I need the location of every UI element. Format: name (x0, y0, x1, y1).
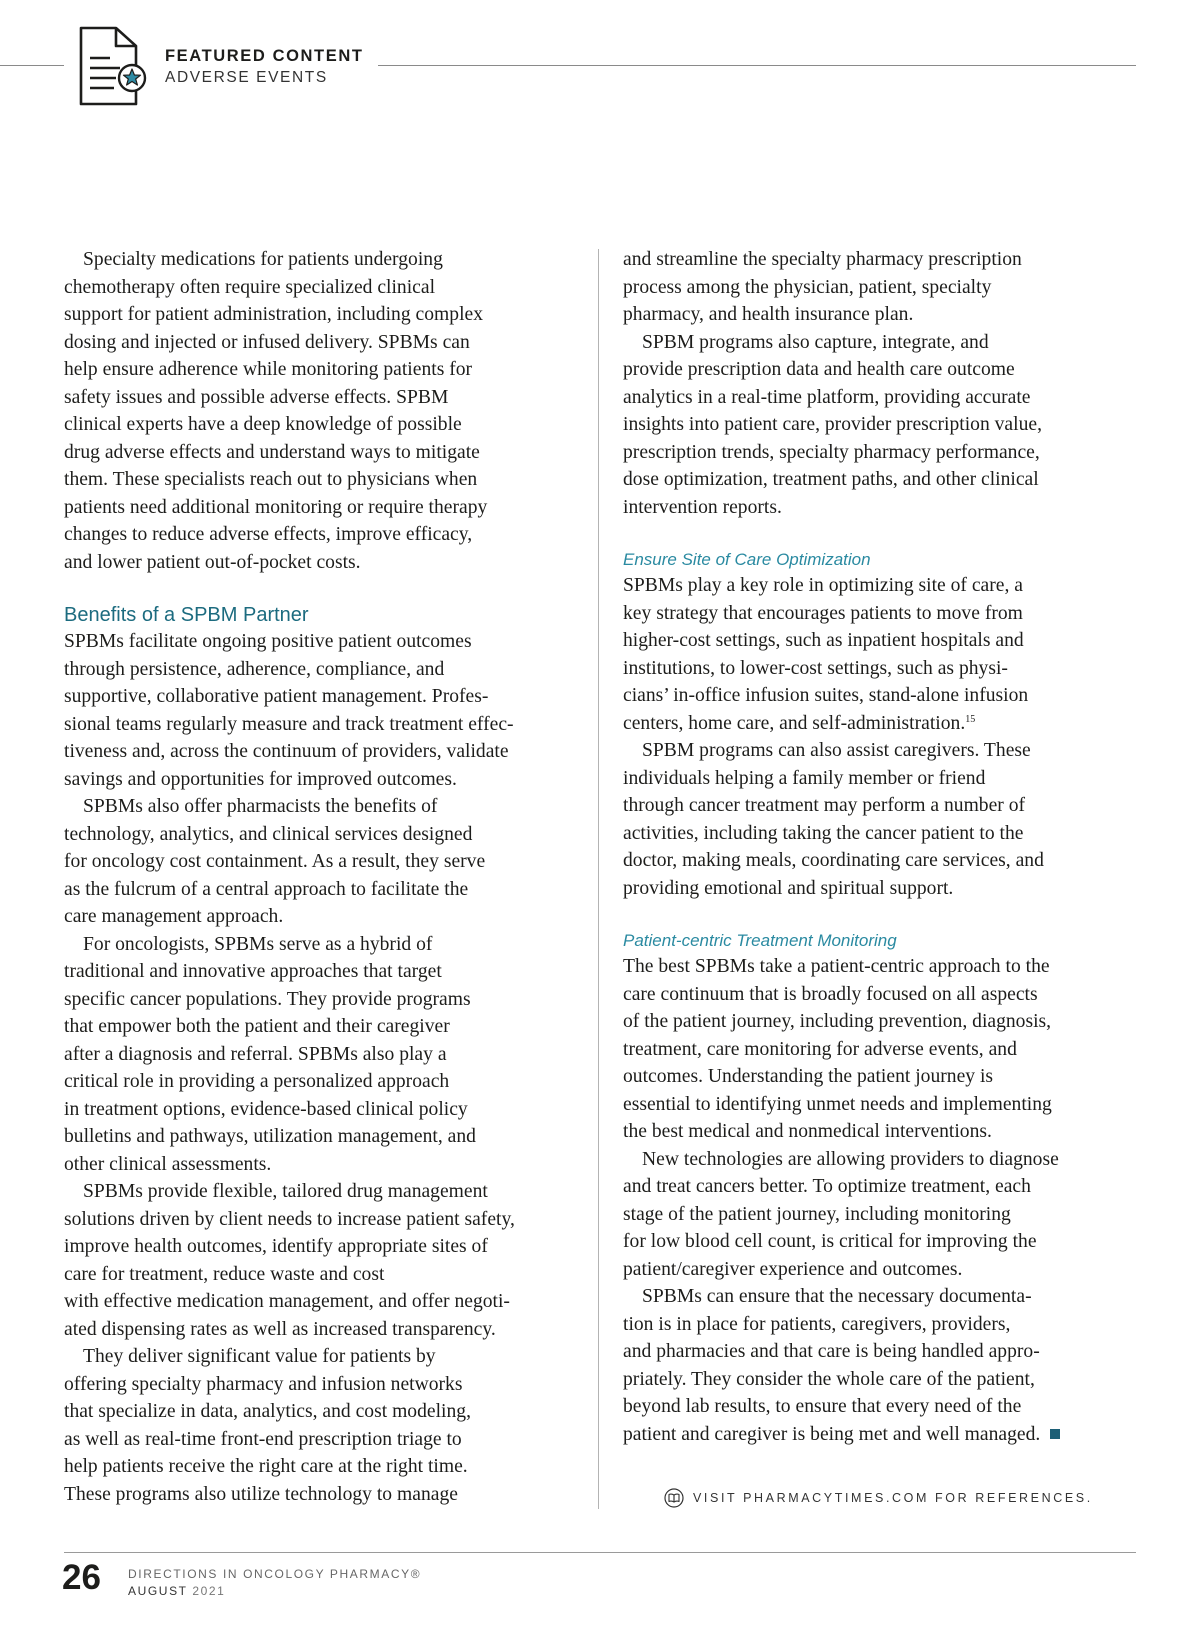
text-line: critical role in providing a personalized approach (64, 1071, 450, 1092)
text-line (623, 710, 1143, 738)
text-line: higher-cost settings, such as inpatient hospitals and (623, 630, 1024, 651)
text-line: technology, analytics, and clinical services designed (64, 823, 473, 845)
text-line: that specialize in data, analytics, and cost modeling, (64, 1401, 471, 1422)
text-line: institutions, to lower-cost settings, such as physi- (623, 657, 1008, 679)
text-line: intervention reports. (623, 496, 782, 518)
text-line: ated dispensing rates as well as increased transparency. (64, 1318, 496, 1340)
text-line: cians’ in-office infusion suites, stand-alone infusion (623, 685, 1029, 706)
header-rule-right (378, 65, 1136, 66)
column-divider (598, 249, 599, 1509)
text-line: doctor, making meals, coordinating care services, and (623, 850, 1044, 871)
caregivers-paragraph (623, 737, 1143, 902)
text-line: insights into patient care, provider prescription value, (623, 414, 1042, 435)
documentation-paragraph (623, 1283, 1143, 1448)
text-line: provide prescription data and health care outcome (623, 359, 1015, 380)
text-line: them. These specialists reach out to physicians when (64, 469, 478, 490)
issue-month: AUGUST (128, 1584, 188, 1598)
issue-date (128, 1584, 225, 1598)
end-mark-icon (1050, 1429, 1060, 1439)
text-line: safety issues and possible adverse effects. SPBM (64, 386, 449, 408)
text-line: and treat cancers better. To optimize treatment, each (623, 1176, 1031, 1197)
text-line: and lower patient out-of-pocket costs. (64, 551, 361, 573)
text-line: Specialty medications for patients undergoing (83, 249, 443, 270)
text-line: care for treatment, reduce waste and cost (64, 1263, 385, 1285)
text-line: SPBMs also offer pharmacists the benefits of (83, 796, 438, 817)
text-line: essential to identifying unmet needs and implementing (623, 1093, 1052, 1115)
text-line: changes to reduce adverse effects, improve efficacy, (64, 524, 473, 545)
text-line: dosing and injected or infused delivery. SPBMs can (64, 331, 470, 353)
text-line: SPBM programs also capture, integrate, and (642, 331, 989, 353)
references-note[interactable] (664, 1488, 1093, 1508)
header-rule-left (0, 65, 64, 66)
text-line: clinical experts have a deep knowledge of possible (64, 414, 462, 435)
text-line: in treatment options, evidence-based clinical policy (64, 1098, 468, 1120)
text-line: individuals helping a family member or friend (623, 767, 986, 789)
subsection-heading: Patient-centric Treatment Monitoring (623, 931, 897, 950)
text-line: tion is in place for patients, caregivers, providers, (623, 1313, 1011, 1335)
text-line: help ensure adherence while monitoring patients for (64, 359, 473, 380)
text-line: For oncologists, SPBMs serve as a hybrid of (83, 933, 433, 955)
text-line: for oncology cost containment. As a result, they serve (64, 851, 486, 872)
text-line: tiveness and, across the continuum of providers, validate (64, 741, 509, 762)
text-line: supportive, collaborative patient management. Profes- (64, 686, 489, 707)
technology-paragraph (623, 1146, 1143, 1284)
text-line: drug adverse effects and understand ways to mitigate (64, 441, 480, 463)
benefits-paragraph (64, 628, 584, 793)
text-line: traditional and innovative approaches that target (64, 961, 442, 982)
text-line: improve health outcomes, identify appropriate sites of (64, 1236, 488, 1257)
text-span: centers, home care, and self-administration. (623, 712, 966, 734)
text-line: These programs also utilize technology to manage (64, 1483, 458, 1505)
text-line: the best medical and nonmedical interventions. (623, 1121, 992, 1142)
text-line: care continuum that is broadly focused on all aspects (623, 983, 1038, 1005)
text-line: savings and opportunities for improved outcomes. (64, 768, 457, 790)
issue-year: 2021 (192, 1584, 226, 1598)
text-line: chemotherapy often require specialized clinical (64, 276, 436, 298)
text-line: SPBM programs can also assist caregivers. These (642, 740, 1031, 761)
text-line: as well as real-time front-end prescription triage to (64, 1428, 462, 1450)
right-column (623, 246, 1143, 1448)
text-line: through cancer treatment may perform a number of (623, 795, 1026, 816)
text-line: and pharmacies and that care is being handled appro- (623, 1341, 1040, 1362)
text-line: prescription trends, specialty pharmacy performance, (623, 441, 1040, 463)
text-line: SPBMs can ensure that the necessary documenta- (642, 1286, 1032, 1307)
text-line: treatment, care monitoring for adverse events, and (623, 1038, 1017, 1060)
text-line: as the fulcrum of a central approach to facilitate the (64, 878, 469, 900)
continuation-paragraph (623, 246, 1143, 329)
text-line: specific cancer populations. They provide programs (64, 988, 471, 1010)
text-line: for low blood cell count, is critical for improving the (623, 1231, 1037, 1252)
text-line: patient/caregiver experience and outcomes. (623, 1258, 963, 1280)
subsection-heading: Ensure Site of Care Optimization (623, 550, 871, 569)
solutions-paragraph (64, 1178, 584, 1343)
text-line: support for patient administration, including complex (64, 304, 484, 325)
document-star-icon (76, 24, 152, 108)
text-line: help patients receive the right care at the right time. (64, 1456, 468, 1477)
text-line: process among the physician, patient, specialty (623, 276, 992, 298)
reference-superscript: 15 (965, 713, 976, 725)
page-number: 26 (62, 1558, 101, 1597)
footer-rule (64, 1552, 1136, 1553)
text-line: SPBMs facilitate ongoing positive patient outcomes (64, 631, 472, 652)
text-line: SPBMs provide flexible, tailored drug management (83, 1181, 488, 1202)
section-label: FEATURED CONTENT (165, 47, 364, 65)
text-line: through persistence, adherence, compliance, and (64, 658, 445, 680)
text-line (623, 1421, 1143, 1449)
text-line: priately. They consider the whole care of the patient, (623, 1368, 1035, 1390)
text-line: that empower both the patient and their caregiver (64, 1016, 450, 1037)
text-line: New technologies are allowing providers to diagnose (642, 1148, 1059, 1170)
text-line: and streamline the specialty pharmacy prescription (623, 249, 1022, 270)
text-line: care management approach. (64, 906, 284, 927)
publication-name: DIRECTIONS IN ONCOLOGY PHARMACY® (128, 1567, 422, 1581)
monitoring-paragraph (623, 953, 1143, 1146)
text-line: outcomes. Understanding the patient journey is (623, 1066, 994, 1087)
text-line: SPBMs play a key role in optimizing site of care, a (623, 575, 1023, 596)
text-line: dose optimization, treatment paths, and other clinical (623, 469, 1039, 490)
site-of-care-paragraph (623, 572, 1143, 737)
book-icon (664, 1488, 684, 1508)
capture-paragraph (623, 329, 1143, 522)
text-line: pharmacy, and health insurance plan. (623, 304, 914, 325)
text-span: patient and caregiver is being met and well managed. (623, 1423, 1041, 1445)
text-line: activities, including taking the cancer patient to the (623, 822, 1024, 844)
text-line: They deliver significant value for patients by (83, 1346, 436, 1367)
text-line: patients need additional monitoring or require therapy (64, 496, 488, 518)
text-line: analytics in a real-time platform, providing accurate (623, 386, 1031, 408)
topic-label: ADVERSE EVENTS (165, 69, 328, 86)
text-line: providing emotional and spiritual support. (623, 877, 954, 899)
text-line: of the patient journey, including prevention, diagnosis, (623, 1011, 1052, 1032)
text-line: beyond lab results, to ensure that every need of the (623, 1396, 1022, 1417)
text-line: other clinical assessments. (64, 1153, 272, 1175)
pharmacists-paragraph (64, 793, 584, 931)
text-line: sional teams regularly measure and track treatment effec- (64, 713, 514, 735)
text-line: solutions driven by client needs to increase patient safety, (64, 1208, 515, 1230)
text-line: with effective medication management, and offer negoti- (64, 1291, 510, 1312)
section-heading: Benefits of a SPBM Partner (64, 604, 309, 626)
oncologists-paragraph (64, 931, 584, 1179)
references-link-text[interactable]: VISIT PHARMACYTIMES.COM FOR REFERENCES. (693, 1491, 1093, 1505)
intro-paragraph (64, 246, 584, 576)
text-line: bulletins and pathways, utilization management, and (64, 1126, 476, 1147)
text-line: offering specialty pharmacy and infusion networks (64, 1373, 463, 1395)
value-paragraph (64, 1343, 584, 1508)
text-line: after a diagnosis and referral. SPBMs also play a (64, 1043, 447, 1065)
left-column (64, 246, 584, 1508)
text-line: key strategy that encourages patients to move from (623, 602, 1023, 624)
text-line: The best SPBMs take a patient-centric approach to the (623, 956, 1050, 977)
text-line: stage of the patient journey, including monitoring (623, 1203, 1011, 1225)
